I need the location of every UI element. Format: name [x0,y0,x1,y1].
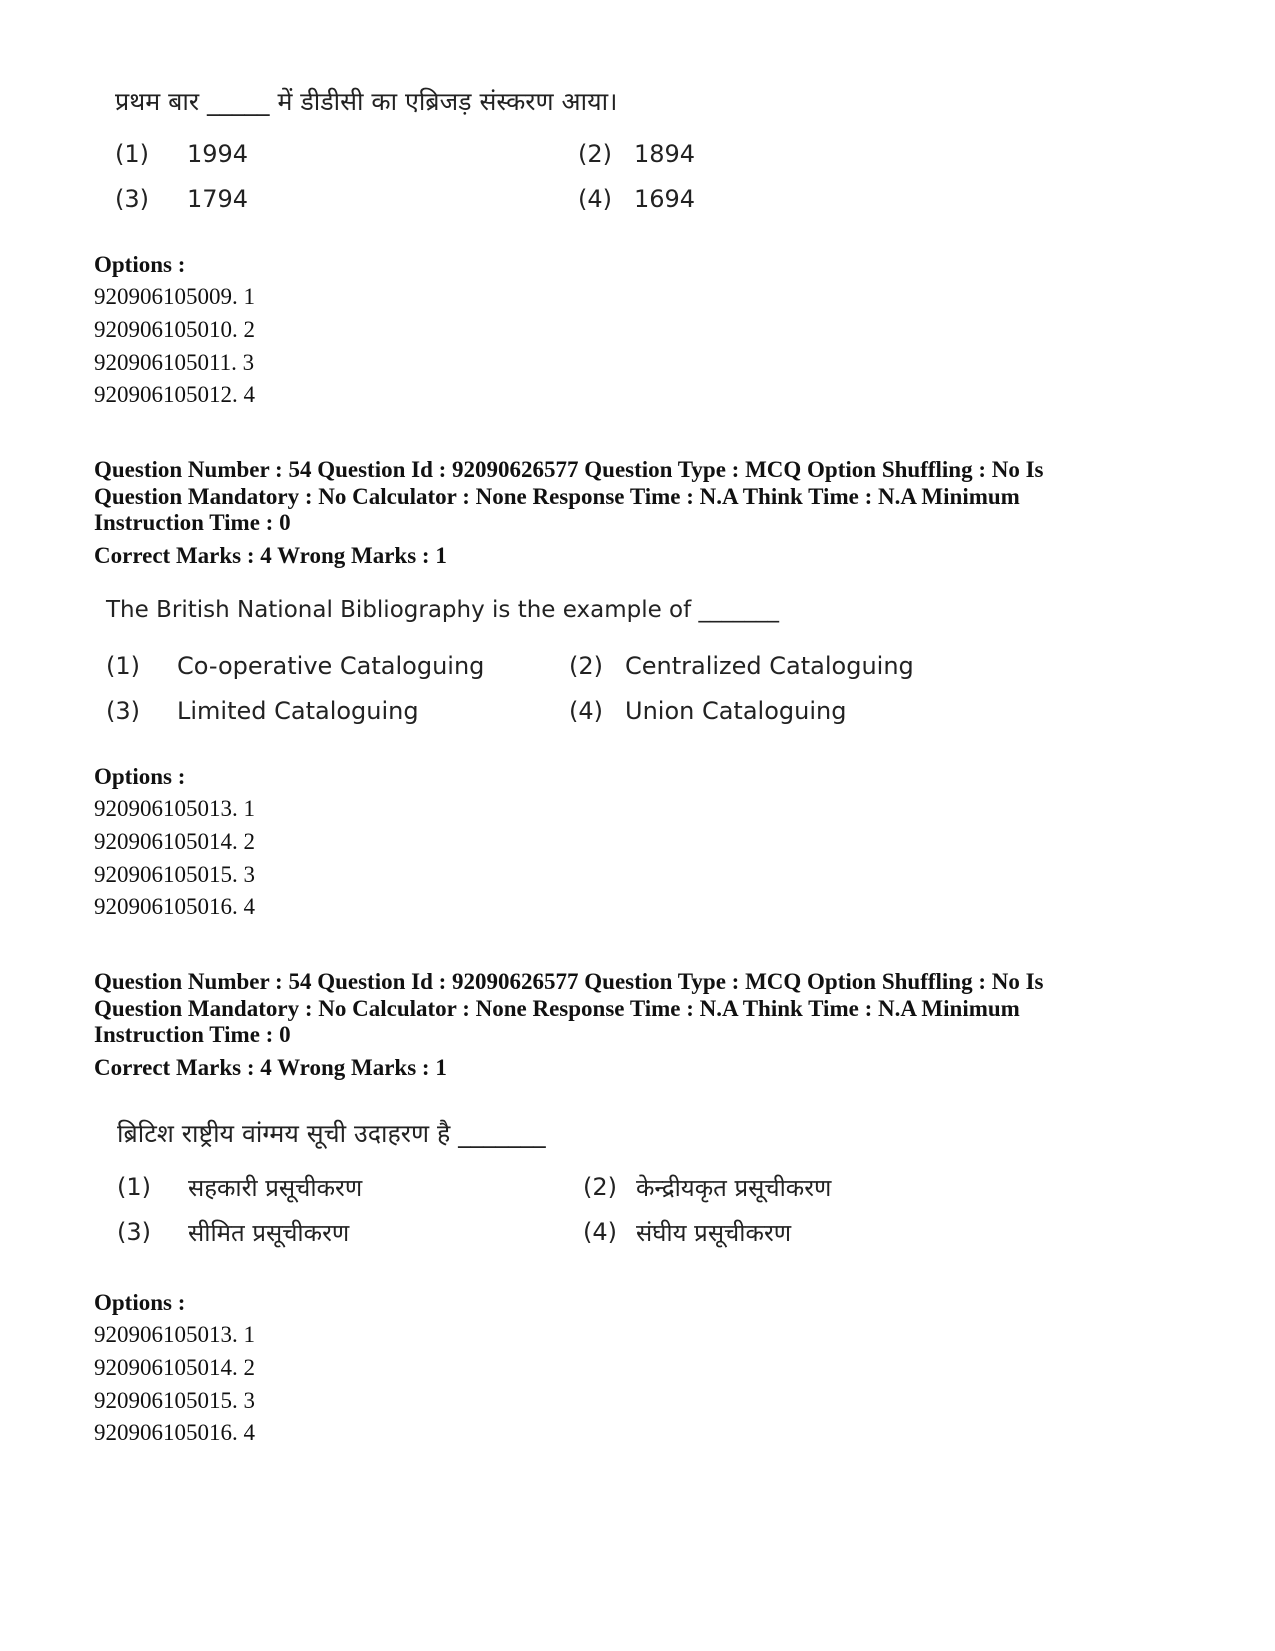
question-1-choice-4-text: 1694 [634,185,696,213]
question-3-choice-1-number: (1) [117,1173,151,1201]
option-id: 920906105013. 1 [94,796,255,821]
question-1-choice-2-text: 1894 [634,140,696,168]
question-2-text: The British National Bibliography is the example of _______ [106,597,780,623]
options-label: Options : [94,252,186,277]
question-meta-line: Question Number : 54 Question Id : 92090626577 Question Type : MCQ Option Shuffling : No Is [94,969,1044,994]
option-id: 920906105010. 2 [94,317,255,342]
question-1-choice-1-text: 1994 [187,140,249,168]
question-1-choice-2-number: (2) [578,140,612,168]
question-meta-line: Instruction Time : 0 [94,510,291,535]
option-id: 920906105014. 2 [94,829,255,854]
option-id: 920906105014. 2 [94,1355,255,1380]
option-id: 920906105015. 3 [94,1388,255,1413]
marks-line: Correct Marks : 4 Wrong Marks : 1 [94,1055,447,1080]
question-1-choice-4-number: (4) [578,185,612,213]
option-id: 920906105012. 4 [94,382,255,407]
marks-line: Correct Marks : 4 Wrong Marks : 1 [94,543,447,568]
question-2-choice-3-number: (3) [106,697,140,725]
option-id: 920906105016. 4 [94,894,255,919]
option-id: 920906105015. 3 [94,862,255,887]
question-3-choice-3-number: (3) [117,1218,151,1246]
question-meta-line: Question Mandatory : No Calculator : None Response Time : N.A Think Time : N.A Minimum [94,996,1020,1021]
question-2-choice-2-number: (2) [569,652,603,680]
question-3-choice-3-text: सीमित प्रसूचीकरण [188,1219,350,1247]
question-2-choice-4-number: (4) [569,697,603,725]
question-1-choice-1-number: (1) [115,140,149,168]
question-meta-line: Question Mandatory : No Calculator : None Response Time : N.A Think Time : N.A Minimum [94,484,1020,509]
option-id: 920906105009. 1 [94,284,255,309]
question-3-choice-1-text: सहकारी प्रसूचीकरण [188,1174,363,1202]
option-id: 920906105016. 4 [94,1420,255,1445]
option-id: 920906105013. 1 [94,1322,255,1347]
question-2-choice-1-text: Co-operative Cataloguing [177,652,485,680]
question-3-choice-2-number: (2) [583,1173,617,1201]
question-meta-line: Instruction Time : 0 [94,1022,291,1047]
question-3-choice-4-number: (4) [583,1218,617,1246]
options-label: Options : [94,1290,186,1315]
question-3-text: ब्रिटिश राष्ट्रीय वांग्मय सूची उदाहरण है _______ [117,1119,546,1148]
question-meta-line: Question Number : 54 Question Id : 92090626577 Question Type : MCQ Option Shuffling : No Is [94,457,1044,482]
question-1-choice-3-text: 1794 [187,185,249,213]
question-2-choice-3-text: Limited Cataloguing [177,697,419,725]
question-2-choice-2-text: Centralized Cataloguing [625,652,914,680]
question-1-choice-3-number: (3) [115,185,149,213]
question-3-choice-2-text: केन्द्रीयकृत प्रसूचीकरण [636,1174,832,1202]
question-3-choice-4-text: संघीय प्रसूचीकरण [636,1219,792,1247]
question-2-choice-4-text: Union Cataloguing [625,697,847,725]
option-id: 920906105011. 3 [94,350,255,375]
question-1-text: प्रथम बार _____ में डीडीसी का एब्रिजड़ संस्करण आया। [115,87,618,116]
options-label: Options : [94,764,186,789]
question-2-choice-1-number: (1) [106,652,140,680]
